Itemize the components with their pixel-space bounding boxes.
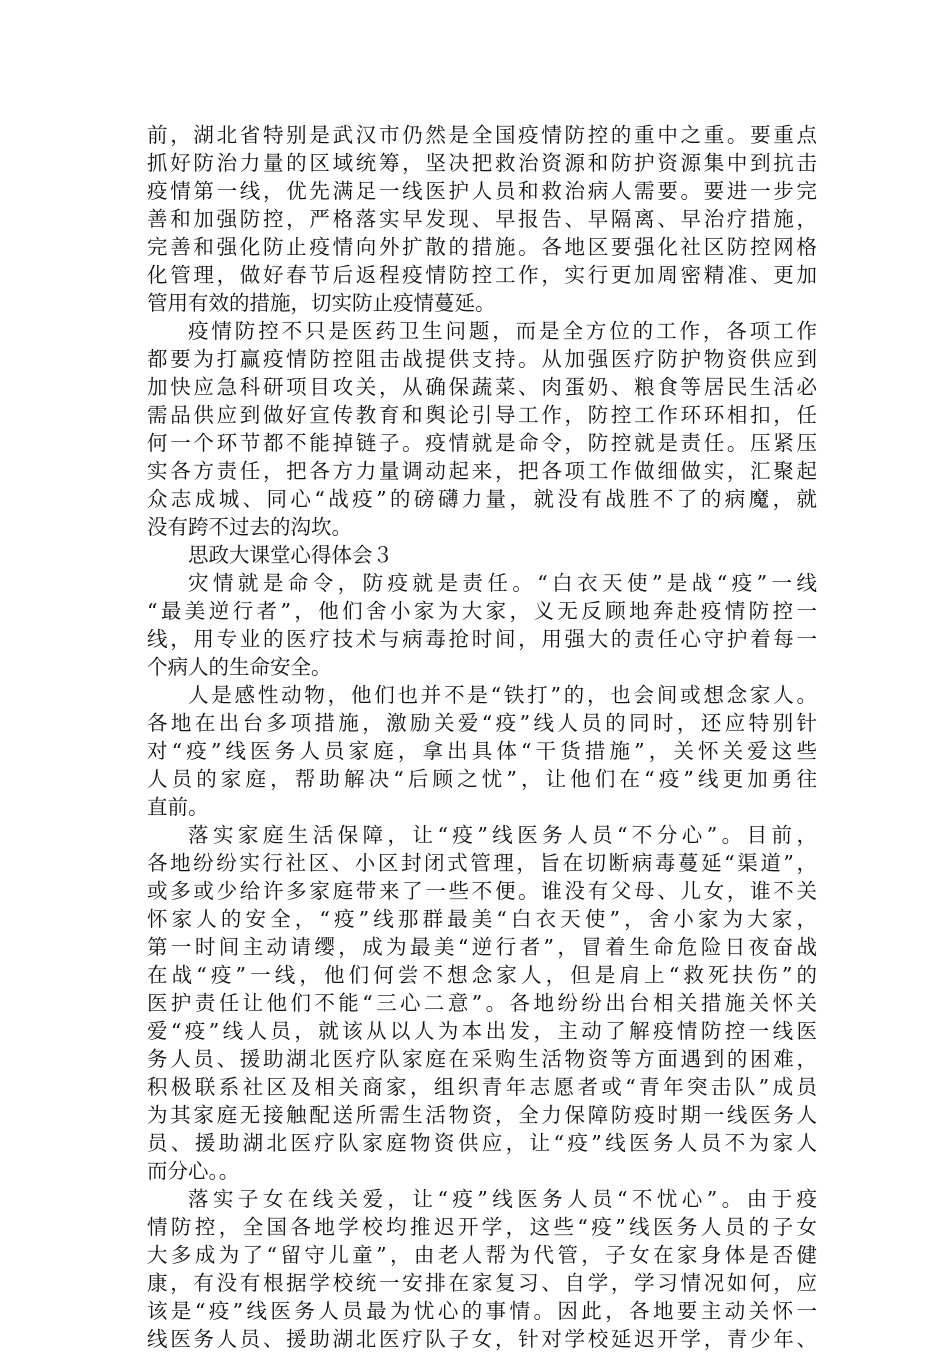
text-line: 众志成城、同心“战疫”的磅礴力量，就没有战胜不了的病魔，就 xyxy=(147,487,817,511)
text-line: 第一时间主动请缨，成为最美“逆行者”，冒着生命危险日夜奋战 xyxy=(147,935,817,959)
text-line: 化管理，做好春节后返程疫情防控工作，实行更加周密精准、更加 xyxy=(147,263,817,287)
text-line: 人员的家庭，帮助解决“后顾之忧”，让他们在“疫”线更加勇往 xyxy=(147,767,817,791)
text-line: 务人员、援助湖北医疗队家庭在采购生活物资等方面遇到的困难， xyxy=(147,1047,817,1071)
text-line: 思政大课堂心得体会３ xyxy=(188,543,393,567)
text-line: 落实家庭生活保障，让“疫”线医务人员“不分心”。目前， xyxy=(188,823,817,847)
text-line: 需品供应到做好宣传教育和舆论引导工作，防控工作环环相扣，任 xyxy=(147,403,817,427)
document-page xyxy=(147,121,817,1353)
text-line: 积极联系社区及相关商家，组织青年志愿者或“青年突击队”成员 xyxy=(147,1075,817,1099)
text-line: 员、援助湖北医疗队家庭物资供应，让“疫”线医务人员不为家人 xyxy=(147,1131,817,1155)
text-line: 前，湖北省特别是武汉市仍然是全国疫情防控的重中之重。要重点 xyxy=(147,123,817,147)
text-line: 爱“疫”线人员，就该从以人为本出发，主动了解疫情防控一线医 xyxy=(147,1019,817,1043)
text-line: 何一个环节都不能掉链子。疫情就是命令，防控就是责任。压紧压 xyxy=(147,431,817,455)
text-line: 情防控，全国各地学校均推迟开学，这些“疫”线医务人员的子女 xyxy=(147,1215,817,1239)
text-line: 都要为打赢疫情防控阻击战提供支持。从加强医疗防护物资供应到 xyxy=(147,347,817,371)
text-line: 加快应急科研项目攻关，从确保蔬菜、肉蛋奶、粮食等居民生活必 xyxy=(147,375,817,399)
paragraph xyxy=(147,317,817,541)
text-line: 线医务人员、援助湖北医疗队子女，针对学校延迟开学，青少年、 xyxy=(147,1327,817,1351)
text-line: 该是“疫”线医务人员最为忧心的事情。因此，各地要主动关怀一 xyxy=(147,1299,817,1323)
text-line: 落实子女在线关爱，让“疫”线医务人员“不忧心”。由于疫 xyxy=(188,1187,817,1211)
text-line: 善和加强防控，严格落实早发现、早报告、早隔离、早治疗措施， xyxy=(147,207,817,231)
text-line: 人是感性动物，他们也并不是“铁打”的，也会间或想念家人。 xyxy=(188,683,817,707)
text-line: 大多成为了“留守儿童”，由老人帮为代管，子女在家身体是否健 xyxy=(147,1243,817,1267)
text-line: 完善和强化防止疫情向外扩散的措施。各地区要强化社区防控网格 xyxy=(147,235,817,259)
text-line: 各地在出台多项措施，激励关爱“疫”线人员的同时，还应特别针 xyxy=(147,711,817,735)
text-line: “最美逆行者”，他们舍小家为大家，义无反顾地奔赴疫情防控一 xyxy=(147,599,817,623)
text-line: 疫情防控不只是医药卫生问题，而是全方位的工作，各项工作 xyxy=(188,319,817,343)
text-line: 线，用专业的医疗技术与病毒抢时间，用强大的责任心守护着每一 xyxy=(147,627,817,651)
text-line: 在战“疫”一线，他们何尝不想念家人，但是肩上“救死扶伤”的 xyxy=(147,963,817,987)
paragraph xyxy=(147,681,817,821)
text-line: 为其家庭无接触配送所需生活物资，全力保障防疫时期一线医务人 xyxy=(147,1103,817,1127)
text-line: 对“疫”线医务人员家庭，拿出具体“干货措施”，关怀关爱这些 xyxy=(147,739,817,763)
paragraph xyxy=(147,569,817,681)
text-line: 管用有效的措施，切实防止疫情蔓延。 xyxy=(147,291,496,315)
text-line: 个病人的生命安全。 xyxy=(147,655,332,679)
text-line: 灾情就是命令，防疫就是责任。“白衣天使”是战“疫”一线 xyxy=(188,571,817,595)
text-line: 没有跨不过去的沟坎。 xyxy=(147,515,352,539)
text-line: 或多或少给许多家庭带来了一些不便。谁没有父母、儿女，谁不关 xyxy=(147,879,817,903)
text-line: 抓好防治力量的区域统筹，坚决把救治资源和防护资源集中到抗击 xyxy=(147,151,817,175)
paragraph xyxy=(147,121,817,317)
paragraph xyxy=(147,821,817,1185)
text-line: 康，有没有根据学校统一安排在家复习、自学，学习情况如何，应 xyxy=(147,1271,817,1295)
text-line: 实各方责任，把各方力量调动起来，把各项工作做细做实，汇聚起 xyxy=(147,459,817,483)
paragraph xyxy=(147,1185,817,1353)
text-line: 而分心。。 xyxy=(147,1159,240,1183)
text-line: 各地纷纷实行社区、小区封闭式管理，旨在切断病毒蔓延“渠道”， xyxy=(147,851,817,875)
section-heading xyxy=(147,541,817,569)
text-line: 医护责任让他们不能“三心二意”。各地纷纷出台相关措施关怀关 xyxy=(147,991,817,1015)
text-line: 怀家人的安全，“疫”线那群最美“白衣天使”，舍小家为大家， xyxy=(147,907,817,931)
text-line: 直前。 xyxy=(147,795,209,819)
text-line: 疫情第一线，优先满足一线医护人员和救治病人需要。要进一步完 xyxy=(147,179,817,203)
